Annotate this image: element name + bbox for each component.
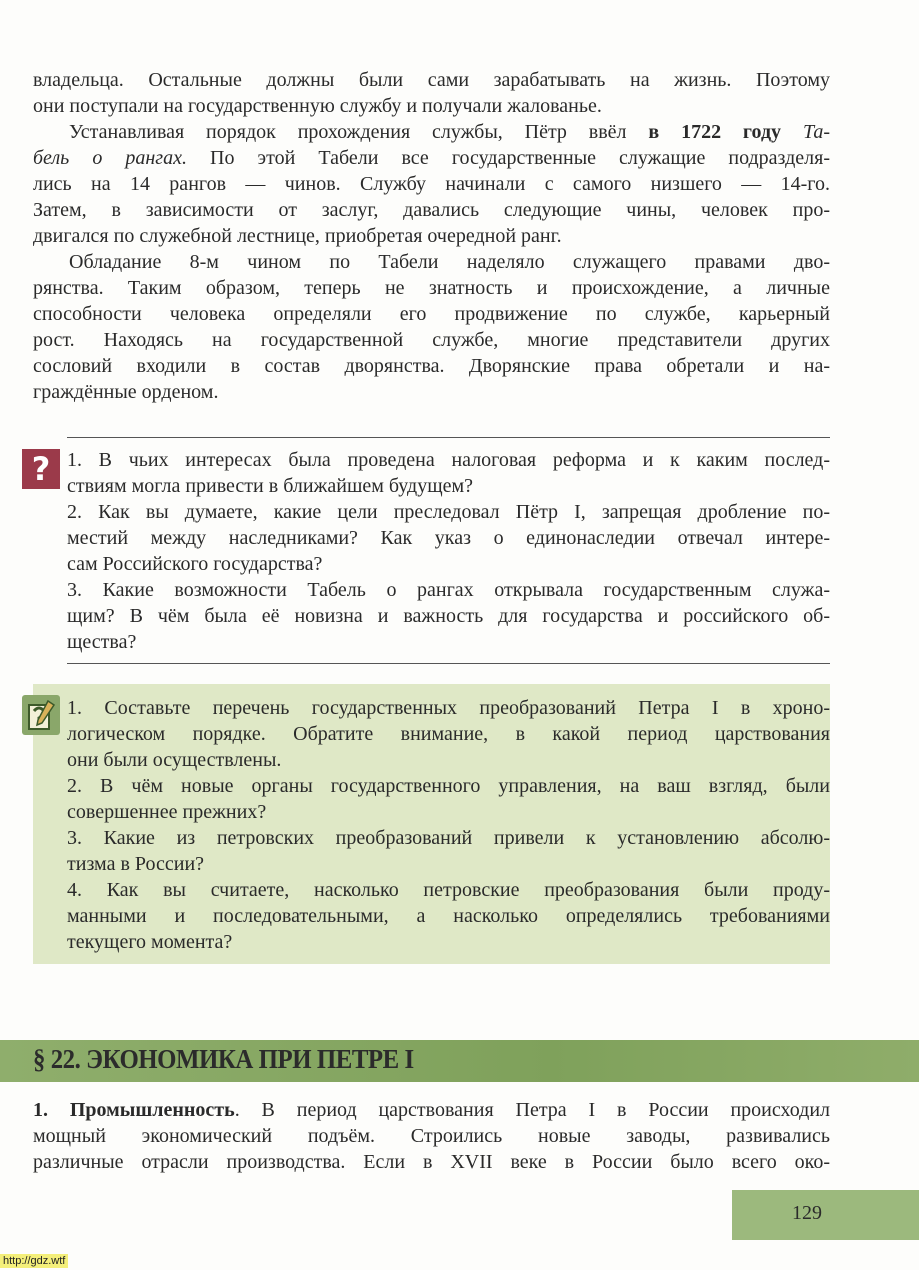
text-line <box>33 1097 830 1123</box>
text-segment: текущего момента? <box>67 931 233 953</box>
text-segment: По этой Табели все государственные служащие подразделя- <box>186 147 830 169</box>
text-line <box>67 447 830 473</box>
text-segment: различные отрасли производства. Если в XVII веке в России было всего око- <box>33 1151 830 1173</box>
divider-top <box>67 437 830 438</box>
text-segment: 2. В чём новые органы государственного управления, на ваш взгляд, были <box>67 775 830 797</box>
text-segment: они поступали на государственную службу и получали жалованье. <box>33 95 602 117</box>
text-segment: мощный экономический подъём. Строились новые заводы, развивались <box>33 1125 830 1147</box>
text-segment: . В период царствования Петра I в России происходил <box>234 1099 831 1121</box>
text-line <box>33 379 830 405</box>
text-segment: Устанавливая порядок прохождения службы, Пётр ввёл <box>69 121 649 143</box>
text-line <box>33 93 830 119</box>
text-line <box>67 747 830 773</box>
text-line <box>33 1123 830 1149</box>
text-line <box>67 929 830 955</box>
text-segment: владельца. Остальные должны были сами зарабатывать на жизнь. Поэтому <box>33 69 830 91</box>
text-segment: Затем, в зависимости от заслуг, давались следующие чины, человек про- <box>33 199 830 221</box>
text-segment: двигался по служебной лестнице, приобретая очередной ранг. <box>33 225 562 247</box>
text-segment: 2. Как вы думаете, какие цели преследовал Пётр I, запрещая дробление по- <box>67 501 830 523</box>
bold-text: в 1722 году <box>648 121 782 143</box>
italic-text: Та- <box>802 121 830 143</box>
text-line <box>67 499 830 525</box>
text-line <box>67 773 830 799</box>
text-line <box>33 1149 830 1175</box>
text-line <box>33 223 830 249</box>
text-segment: тизма в России? <box>67 853 205 875</box>
text-segment: 4. Как вы считаете, насколько петровские преобразования были проду- <box>67 879 830 901</box>
divider-bottom <box>67 663 830 664</box>
text-segment: ствиям могла привести в ближайшем будущем? <box>67 475 474 497</box>
text-line <box>33 145 830 171</box>
text-line <box>33 301 830 327</box>
text-line <box>67 473 830 499</box>
text-segment: сословий входили в состав дворянства. Дворянские права обретали и на- <box>33 355 830 377</box>
text-line <box>67 525 830 551</box>
section-body <box>33 1097 830 1175</box>
question-icon: ? <box>22 449 60 489</box>
text-segment: 3. Какие из петровских преобразований привели к установлению абсолю- <box>67 827 830 849</box>
text-segment: щим? В чём была её новизна и важность для государства и российского об- <box>67 605 830 627</box>
text-segment: местий между наследниками? Как указ о единонаследии отвечал интере- <box>67 527 830 549</box>
text-line <box>33 197 830 223</box>
page-number: 129 <box>792 1202 822 1224</box>
bold-text: 1. Промышленность <box>33 1099 235 1121</box>
text-line <box>33 327 830 353</box>
text-line <box>67 825 830 851</box>
section-title: § 22. ЭКОНОМИКА ПРИ ПЕТРЕ I <box>33 1044 414 1074</box>
text-line <box>33 275 830 301</box>
review-questions <box>67 447 830 655</box>
italic-text: бель о рангах. <box>33 147 187 169</box>
text-segment: 1. Составьте перечень государственных преобразований Петра I в хроно- <box>67 697 830 719</box>
text-segment: лись на 14 рангов — чинов. Службу начинали с самого низшего — 14-го. <box>33 173 830 195</box>
text-segment: логическом порядке. Обратите внимание, в какой период царствования <box>67 723 830 745</box>
text-line <box>67 695 830 721</box>
text-line <box>67 629 830 655</box>
text-line <box>67 551 830 577</box>
text-line <box>67 877 830 903</box>
text-line <box>67 577 830 603</box>
text-segment: Обладание 8-м чином по Табели наделяло служащего правами дво- <box>69 251 830 273</box>
watermark-link[interactable]: http://gdz.wtf <box>0 1254 68 1268</box>
text-line <box>33 249 830 275</box>
text-line <box>67 799 830 825</box>
text-segment: щества? <box>67 631 137 653</box>
text-segment: 1. В чьих интересах была проведена налоговая реформа и к каким послед- <box>67 449 830 471</box>
text-line <box>67 603 830 629</box>
text-segment: сам Российского государства? <box>67 553 323 575</box>
tasks-list <box>67 695 830 955</box>
text-segment: 3. Какие возможности Табель о рангах открывала государственным служа- <box>67 579 830 601</box>
text-line <box>67 903 830 929</box>
text-line <box>33 119 830 145</box>
text-segment: они были осуществлены. <box>67 749 282 771</box>
task-pencil-icon <box>22 695 60 735</box>
text-line <box>67 851 830 877</box>
text-segment: граждённые орденом. <box>33 381 219 403</box>
text-segment: способности человека определяли его продвижение по службе, карьерный <box>33 303 830 325</box>
intro-text <box>33 67 830 405</box>
text-line <box>33 171 830 197</box>
page-number-box <box>732 1190 919 1240</box>
text-line <box>33 353 830 379</box>
text-line <box>33 67 830 93</box>
text-segment: рянства. Таким образом, теперь не знатность и происхождение, а личные <box>33 277 830 299</box>
text-segment <box>781 121 803 143</box>
text-segment: рост. Находясь на государственной службе, многие представители других <box>33 329 830 351</box>
section-header <box>0 1040 919 1082</box>
text-line <box>67 721 830 747</box>
text-segment: манными и последовательными, а насколько определялись требованиями <box>67 905 830 927</box>
text-segment: совершеннее прежних? <box>67 801 267 823</box>
